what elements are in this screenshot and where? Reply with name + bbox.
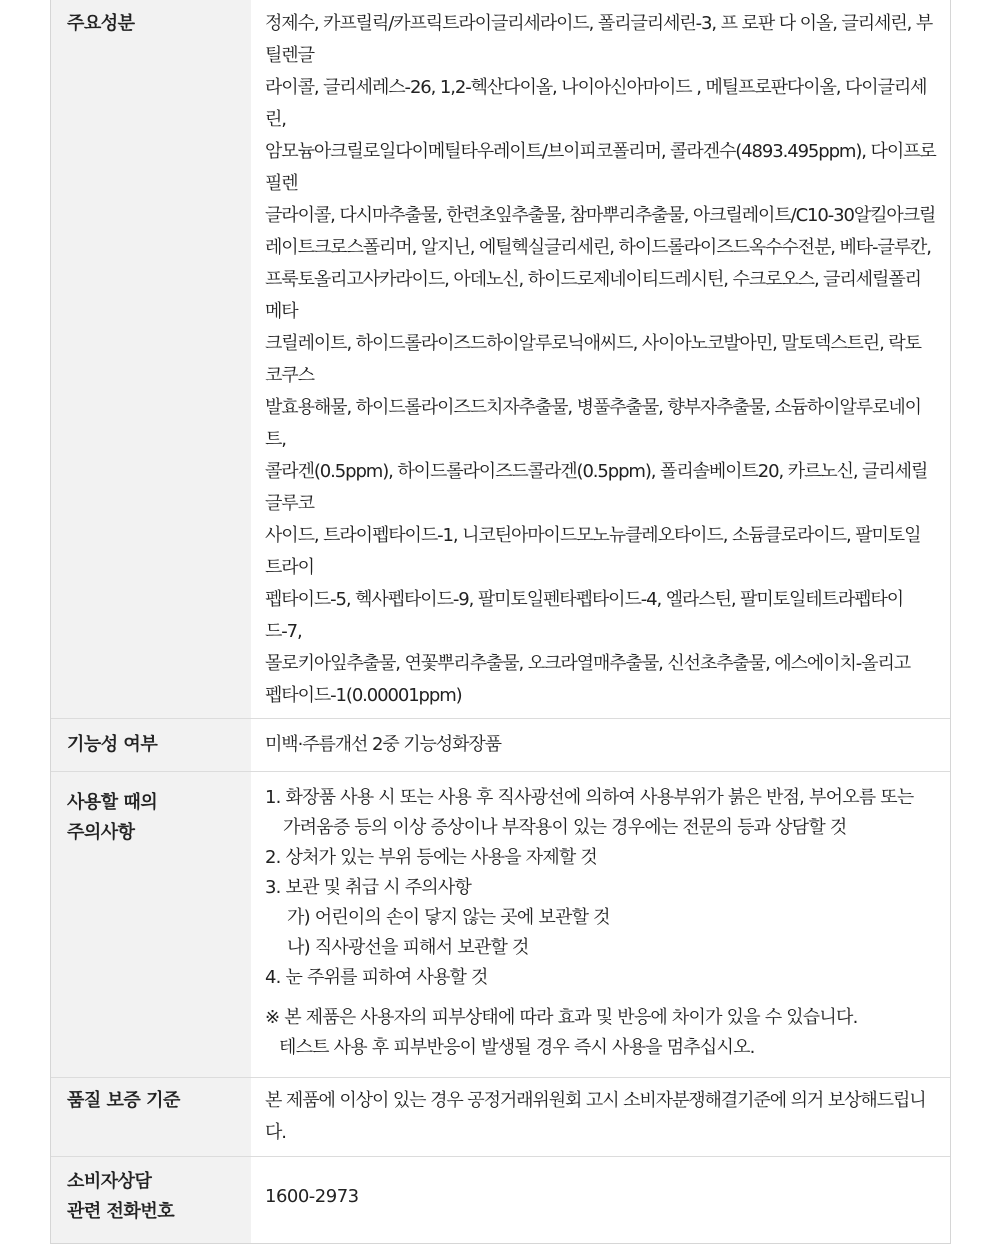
caution-item-1: 1. 화장품 사용 시 또는 사용 후 직사광선에 의하여 사용부위가 붉은 반점, 부어오름 또는 — [265, 787, 914, 808]
caution-label-line1: 사용할 때의 — [67, 792, 158, 813]
quality-row — [51, 1078, 950, 1157]
caution-item-1-cont: 가려움증 등의 이상 증상이나 부작용이 있는 경우에는 전문의 등과 상담할 것 — [283, 817, 847, 838]
caution-item-3b: 나) 직사광선을 피해서 보관할 것 — [287, 937, 529, 958]
quality-label: 품질 보증 기준 — [51, 1078, 251, 1156]
caution-item-3a: 가) 어린이의 손이 닿지 않는 곳에 보관할 것 — [287, 907, 610, 928]
ingredients-row — [51, 0, 950, 719]
functional-row — [51, 719, 950, 772]
ingredients-label: 주요성분 — [51, 0, 251, 718]
contact-label — [51, 1157, 251, 1243]
caution-value — [251, 772, 950, 1077]
caution-item-2: 2. 상처가 있는 부위 등에는 사용을 자제할 것 — [265, 847, 598, 868]
caution-item-4: 4. 눈 주위를 피하여 사용할 것 — [265, 967, 488, 988]
contact-row — [51, 1157, 950, 1243]
caution-item-3: 3. 보관 및 취급 시 주의사항 — [265, 877, 472, 898]
functional-value: 미백·주름개선 2중 기능성화장품 — [265, 734, 501, 755]
product-info-table — [50, 0, 951, 1244]
caution-note-line1: ※ 본 제품은 사용자의 피부상태에 따라 효과 및 반응에 차이가 있을 수 있습니다. — [265, 1007, 858, 1028]
contact-label-line1: 소비자상담 — [67, 1171, 152, 1192]
caution-note — [265, 1003, 936, 1063]
caution-row — [51, 772, 950, 1078]
functional-label: 기능성 여부 — [51, 719, 251, 771]
contact-label-line2: 관련 전화번호 — [67, 1201, 175, 1222]
contact-value — [251, 1157, 950, 1243]
caution-label-line2: 주의사항 — [67, 822, 135, 843]
phone-number: 1600-2973 — [265, 1185, 359, 1207]
caution-note-line2: 테스트 사용 후 피부반응이 발생될 경우 즉시 사용을 멈추십시오. — [279, 1037, 755, 1058]
quality-value: 본 제품에 이상이 있는 경우 공정거래위원회 고시 소비자분쟁해결기준에 의거 보상해드립니다. — [265, 1090, 926, 1143]
ingredients-value: 정제수, 카프릴릭/카프릭트라이글리세라이드, 폴리글리세린-3, 프 로판 다 이올, 글리세린, 부틸렌글 라이콜, 글리세레스-26, 1,2-헥산다이올, 나이아신아마이드 , 메틸프로판다이올, 다이글리세린, 암모늄아크릴로일다이메틸타우레이트/브이피코폴리머, 콜라겐수(4893.495ppm), 다이프로필렌 글라이콜, 다시마추출물, 한련초잎추출물, 참마뿌리추출물, 아크릴레이트/C10-30알킬아크릴 레이트크로스폴리머, 알지닌, 에틸헥실글리세린, 하이드롤라이즈드옥수수전분, 베타-글루칸, 프룩토올리고사카라이드, 아데노신, 하이드로제네이티드레시틴, 수크로오스, 글리세릴폴리메타 크릴레이트, 하이드롤라이즈드하이알루로닉애씨드, 사이아노코발아민, 말토덱스트린, 락토코쿠스 발효용해물, 하이드롤라이즈드치자추출물, 병풀추출물, 향부자추출물, 소듐하이알루로네이트, 콜라겐(0.5ppm), 하이드롤라이즈드콜라겐(0.5ppm), 폴리솔베이트20, 카르노신, 글리세릴글루코 사이드, 트라이펩타이드-1, 니코틴아마이드모노뉴클레오타이드, 소듐클로라이드, 팔미토일트라이 펩타이드-5, 헥사펩타이드-9, 팔미토일펜타펩타이드-4, 엘라스틴, 팔미토일테트라펩타이드-7, 몰로키아잎추출물, 연꽃뿌리추출물, 오크라열매추출물, 신선초추출물, 에스에이치-올리고 펩타이드-1(0.00001ppm) — [265, 13, 936, 706]
caution-label — [51, 772, 251, 1077]
